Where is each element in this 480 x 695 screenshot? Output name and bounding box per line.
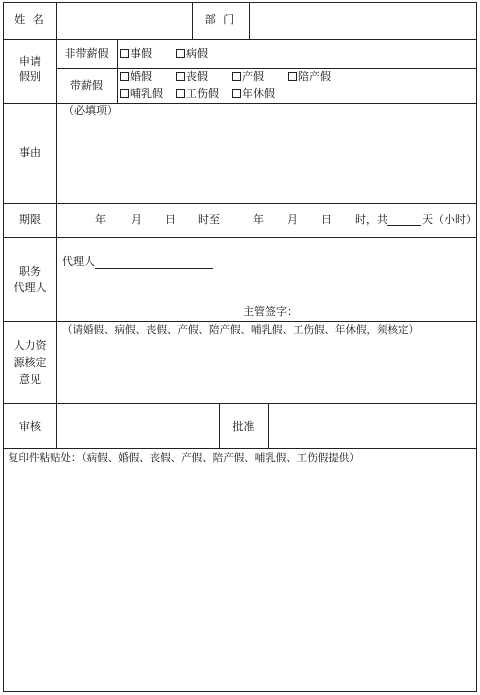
end-day-unit: 日 bbox=[321, 213, 332, 226]
checkbox-paternity-leave[interactable]: 陪产假 bbox=[288, 70, 331, 84]
rule bbox=[56, 39, 57, 448]
attachment-note: 复印件粘贴处：（病假、婚假、丧假、产假、陪产假、哺乳假、工伤假提供） bbox=[8, 452, 360, 464]
deputy-name-field[interactable] bbox=[95, 255, 213, 269]
rule bbox=[4, 237, 476, 238]
attachment-area[interactable] bbox=[8, 469, 472, 687]
rule bbox=[56, 3, 57, 39]
paid-leave-label: 带薪假 bbox=[70, 79, 103, 92]
days-hours-unit: 天（小时） bbox=[422, 213, 477, 226]
rule bbox=[268, 403, 269, 448]
reason-field[interactable] bbox=[60, 121, 470, 199]
checkbox-icon bbox=[120, 49, 129, 58]
checkbox-marriage-leave[interactable]: 婚假 bbox=[120, 70, 152, 84]
approve-field[interactable] bbox=[272, 407, 472, 445]
name-field[interactable] bbox=[59, 7, 189, 35]
reason-hint: （必填项） bbox=[63, 104, 118, 117]
checkbox-personal-leave[interactable]: 事假 bbox=[120, 47, 152, 61]
checkbox-icon bbox=[176, 72, 185, 81]
time-to-text: 时至 bbox=[198, 213, 220, 226]
checkbox-icon bbox=[120, 89, 129, 98]
rule bbox=[249, 3, 250, 39]
checkbox-maternity-leave[interactable]: 产假 bbox=[232, 70, 264, 84]
supervisor-signature-label: 主管签字： bbox=[243, 305, 298, 318]
department-field[interactable] bbox=[252, 7, 472, 35]
checkbox-icon bbox=[288, 72, 297, 81]
review-field[interactable] bbox=[60, 407, 215, 445]
hr-label-line3: 意见 bbox=[19, 373, 41, 386]
rule bbox=[117, 39, 118, 103]
leave-type-label-line2: 假别 bbox=[19, 70, 41, 83]
rule bbox=[4, 448, 476, 449]
rule bbox=[4, 203, 476, 204]
start-year-unit: 年 bbox=[95, 213, 106, 226]
hr-label-line2: 源核定 bbox=[13, 356, 47, 369]
reason-label: 事由 bbox=[19, 146, 41, 159]
leave-type-label-line1: 申请 bbox=[19, 55, 41, 68]
start-month-unit: 月 bbox=[131, 213, 142, 226]
checkbox-icon bbox=[232, 89, 241, 98]
rule bbox=[4, 403, 476, 404]
deputy-name-label: 代理人 bbox=[62, 255, 95, 268]
checkbox-sick-leave[interactable]: 病假 bbox=[176, 47, 208, 61]
checkbox-annual-leave[interactable]: 年休假 bbox=[232, 87, 275, 101]
total-duration-field[interactable] bbox=[387, 213, 421, 226]
rule bbox=[4, 39, 476, 40]
hr-label-line1: 人力资 bbox=[13, 339, 47, 352]
name-label: 姓 名 bbox=[14, 13, 46, 26]
department-label: 部 门 bbox=[204, 13, 237, 26]
end-month-unit: 月 bbox=[287, 213, 298, 226]
review-label: 审核 bbox=[19, 420, 41, 433]
approve-label: 批准 bbox=[232, 420, 255, 433]
checkbox-work-injury-leave[interactable]: 工伤假 bbox=[176, 87, 219, 101]
checkbox-icon bbox=[176, 89, 185, 98]
checkbox-bereavement-leave[interactable]: 丧假 bbox=[176, 70, 208, 84]
checkbox-icon bbox=[232, 72, 241, 81]
checkbox-icon bbox=[176, 49, 185, 58]
deputy-label-line1: 职务 bbox=[19, 265, 41, 278]
rule bbox=[4, 321, 476, 322]
rule bbox=[56, 68, 476, 69]
hr-opinion-field[interactable] bbox=[60, 341, 470, 399]
unpaid-leave-label: 非带薪假 bbox=[64, 47, 109, 60]
end-year-unit: 年 bbox=[253, 213, 264, 226]
checkbox-nursing-leave[interactable]: 哺乳假 bbox=[120, 87, 163, 101]
leave-application-form bbox=[3, 2, 477, 692]
total-text: 时，共 bbox=[355, 213, 388, 226]
hr-note: （请婚假、病假、丧假、产假、陪产假、哺乳假、工伤假、年休假，须核定） bbox=[62, 324, 419, 336]
checkbox-icon bbox=[120, 72, 129, 81]
period-label: 期限 bbox=[19, 213, 41, 226]
start-day-unit: 日 bbox=[165, 213, 176, 226]
deputy-label-line2: 代理人 bbox=[13, 281, 47, 294]
